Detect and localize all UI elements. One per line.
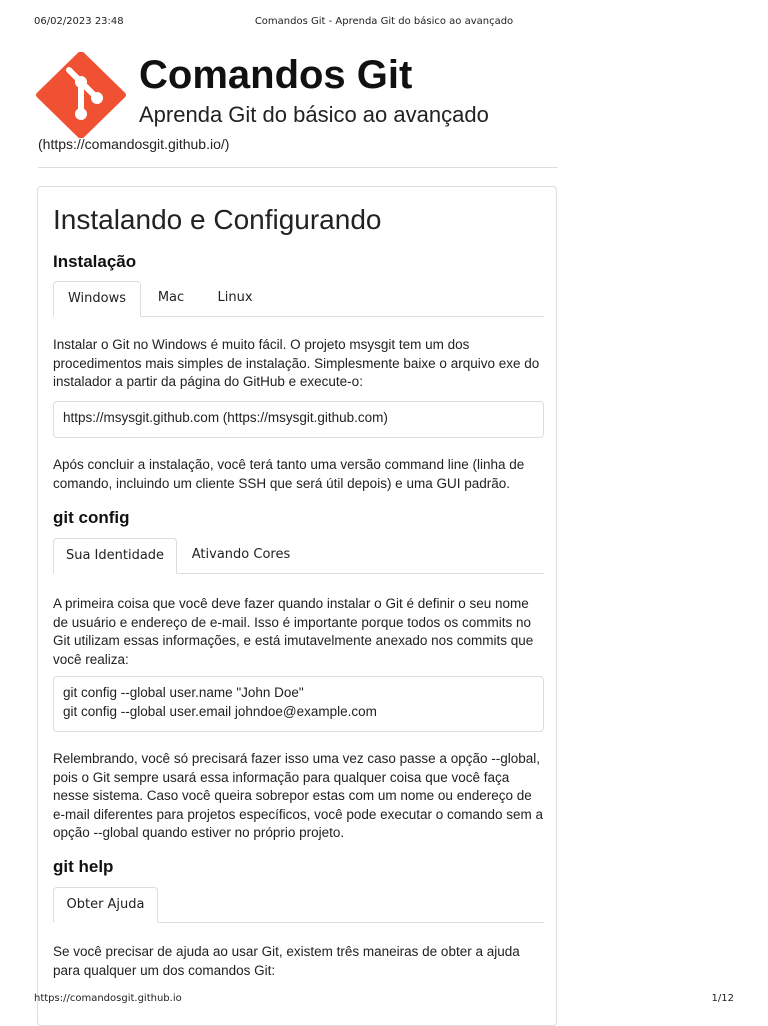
- print-header: [0, 16, 768, 30]
- heading-instalacao: Instalação: [53, 252, 137, 271]
- print-footer: [0, 993, 768, 1007]
- code-line: git config --global user.email johndoe@example.com: [63, 703, 377, 719]
- tabs-git-help: [53, 887, 544, 923]
- section-title: Instalando e Configurando: [53, 204, 382, 235]
- tab-obter-ajuda[interactable]: Obter Ajuda: [53, 887, 158, 923]
- instalacao-paragraph-1: Instalar o Git no Windows é muito fácil. O projeto msysgit tem um dos procedimentos mais simples de instalação. Simplesmente baixe o arquivo exe do instalador a partir da página do GitHub e execute-o:: [53, 337, 540, 389]
- site-url-link[interactable]: (https://comandosgit.github.io/): [38, 136, 230, 152]
- code-line: git config --global user.name "John Doe": [63, 685, 304, 700]
- git-config-paragraph-1: A primeira coisa que você deve fazer quando instalar o Git é definir o seu nome de usuário e endereço de e-mail. Isso é importante porque todos os commits no Git utilizam essas informações, e está imutavelmente anexado nos commits que você realiza:: [53, 596, 534, 667]
- code-block-git-config: [53, 676, 544, 732]
- print-footer-url: https://comandosgit.github.io: [34, 993, 182, 1004]
- site-subtitle: Aprenda Git do básico ao avançado: [139, 102, 489, 127]
- code-block-msysgit: [53, 401, 544, 438]
- print-date: 06/02/2023 23:48: [34, 16, 124, 27]
- heading-git-config: git config: [53, 508, 130, 527]
- git-logo-icon[interactable]: [36, 52, 126, 138]
- tab-sua-identidade[interactable]: Sua Identidade: [53, 538, 177, 574]
- header-divider: [38, 167, 558, 168]
- tab-mac[interactable]: Mac: [157, 290, 185, 305]
- tab-windows[interactable]: Windows: [53, 281, 141, 317]
- print-title: Comandos Git - Aprenda Git do básico ao avançado: [254, 16, 514, 27]
- instalacao-paragraph-2: Após concluir a instalação, você terá tanto uma versão command line (linha de comando, incluindo um cliente SSH que será útil depois) e uma GUI padrão.: [53, 457, 525, 491]
- code-line[interactable]: https://msysgit.github.com (https://msysgit.github.com): [63, 410, 388, 425]
- tab-ativando-cores[interactable]: Ativando Cores: [191, 547, 291, 562]
- tabs-instalacao: [53, 281, 544, 317]
- tab-linux[interactable]: Linux: [217, 290, 253, 305]
- heading-git-help: git help: [53, 857, 114, 876]
- git-config-paragraph-2: Relembrando, você só precisará fazer isso uma vez caso passe a opção --global, pois o Git sempre usará essa informação para qualquer coisa que você faça nesse sistema. Caso você queira sobrepor estas com um nome ou endereço de e-mail diferentes para projetos específicos, você pode executar o comando sem a opção --global quando estiver no próprio projeto.: [53, 751, 544, 840]
- git-help-paragraph-1: Se você precisar de ajuda ao usar Git, existem três maneiras de obter a ajuda para qualquer um dos comandos Git:: [53, 944, 520, 978]
- site-title: Comandos Git: [139, 53, 413, 97]
- print-page-number: 1/12: [711, 993, 734, 1004]
- tabs-git-config: [53, 538, 544, 574]
